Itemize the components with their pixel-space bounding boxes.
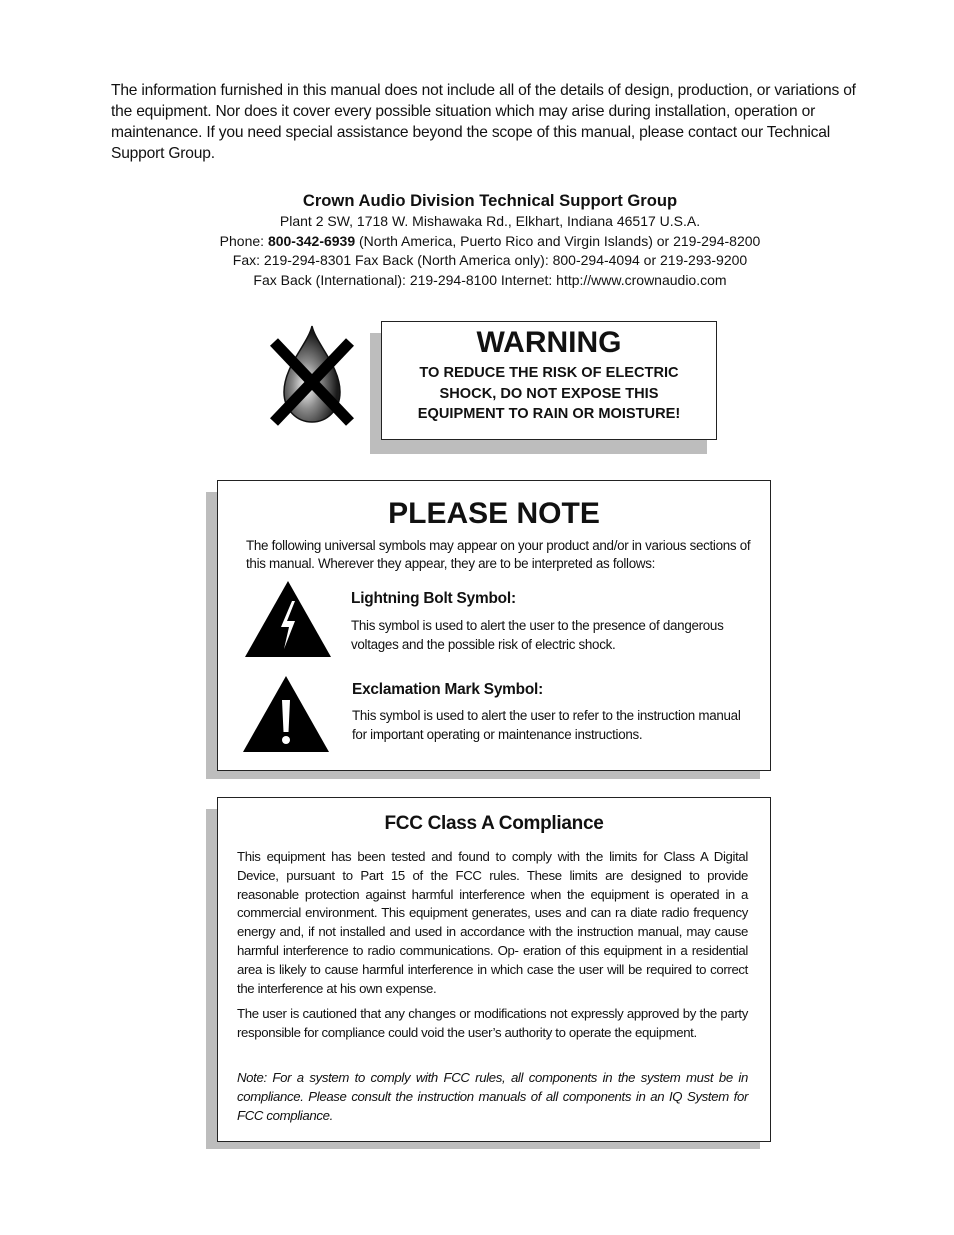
lightning-bolt-icon (243, 579, 333, 659)
phone-number: 800-342-6939 (267, 232, 356, 249)
exclamation-mark-icon (241, 674, 331, 754)
support-fax-line: Fax: 219-294-8301 Fax Back (North America only): 800-294-4094 or 219-293-9200 (232, 252, 748, 268)
lightning-bolt-title: Lightning Bolt Symbol: (351, 590, 516, 607)
fcc-compliance-box (217, 797, 771, 1142)
fcc-title: FCC Class A Compliance (384, 813, 604, 834)
warning-title: WARNING (476, 326, 622, 359)
support-address: Plant 2 SW, 1718 W. Mishawaka Rd., Elkhart, Indiana 46517 U.S.A. (279, 213, 701, 229)
support-heading: Crown Audio Division Technical Support Group (302, 191, 678, 210)
exclamation-mark-title: Exclamation Mark Symbol: (352, 681, 544, 698)
phone-label: Phone: (219, 232, 268, 249)
warning-line: TO REDUCE THE RISK OF ELECTRIC (419, 365, 679, 381)
please-note-intro: The following universal symbols may appear on your product and/or in various sections of this manual. Wherever they appear, they are to be interpreted as follows: (246, 538, 751, 571)
fcc-paragraph-1: This equipment has been tested and found to comply with the limits for Class A Digital Device, pursuant to Part 15 of the FCC rules. These limits are designed to provide reasonable protection against harmful interference when the equipment is operated in a commercial environment. This equipment generates, uses and can ra diate radio frequency energy and, if not installed and used in accordance with the instruction manual, may cause harmful interference to radio communications. Op- eration of this equipment in a residential area is likely to cause harmful interference in which case the user will be required to correct the interference at his own expense. (237, 849, 748, 996)
please-note-title: PLEASE NOTE (388, 497, 600, 530)
fcc-note: Note: For a system to comply with FCC rules, all components in the system must be in compliance. Please consult the instruction manuals of all components in an IQ System for FCC compliance. (237, 1070, 748, 1123)
warning-text (382, 363, 716, 425)
exclamation-mark-description: This symbol is used to alert the user to refer to the instruction manual for important operating or maintenance instructions. (352, 708, 741, 742)
phone-rest: (North America, Puerto Rico and Virgin Islands) or 219-294-8200 (355, 232, 761, 249)
warning-box (381, 321, 717, 440)
fcc-paragraph-2: The user is cautioned that any changes or modifications not expressly approved by the party responsible for compliance could void the user’s authority to operate the equipment. (237, 1006, 748, 1040)
please-note-box (217, 480, 771, 771)
support-faxback-line: Fax Back (International): 219-294-8100 Internet: http://www.crownaudio.com (253, 271, 727, 288)
support-contact-block (150, 190, 830, 290)
warning-line: SHOCK, DO NOT EXPOSE THIS (439, 385, 659, 402)
lightning-bolt-description: This symbol is used to alert the user to the presence of dangerous voltages and the possible risk of electric shock. (351, 618, 724, 652)
intro-paragraph: The information furnished in this manual does not include all of the details of design, production, or variations of the equipment. Nor does it cover every possible situation which may arise during installation, operation or maintenance. If you need special assistance beyond the scope of this manual, please contact our Technical Support Group. (111, 82, 856, 162)
warning-line: EQUIPMENT TO RAIN OR MOISTURE! (417, 406, 681, 422)
support-phone-line (150, 232, 830, 252)
no-water-drop-icon (262, 322, 362, 430)
